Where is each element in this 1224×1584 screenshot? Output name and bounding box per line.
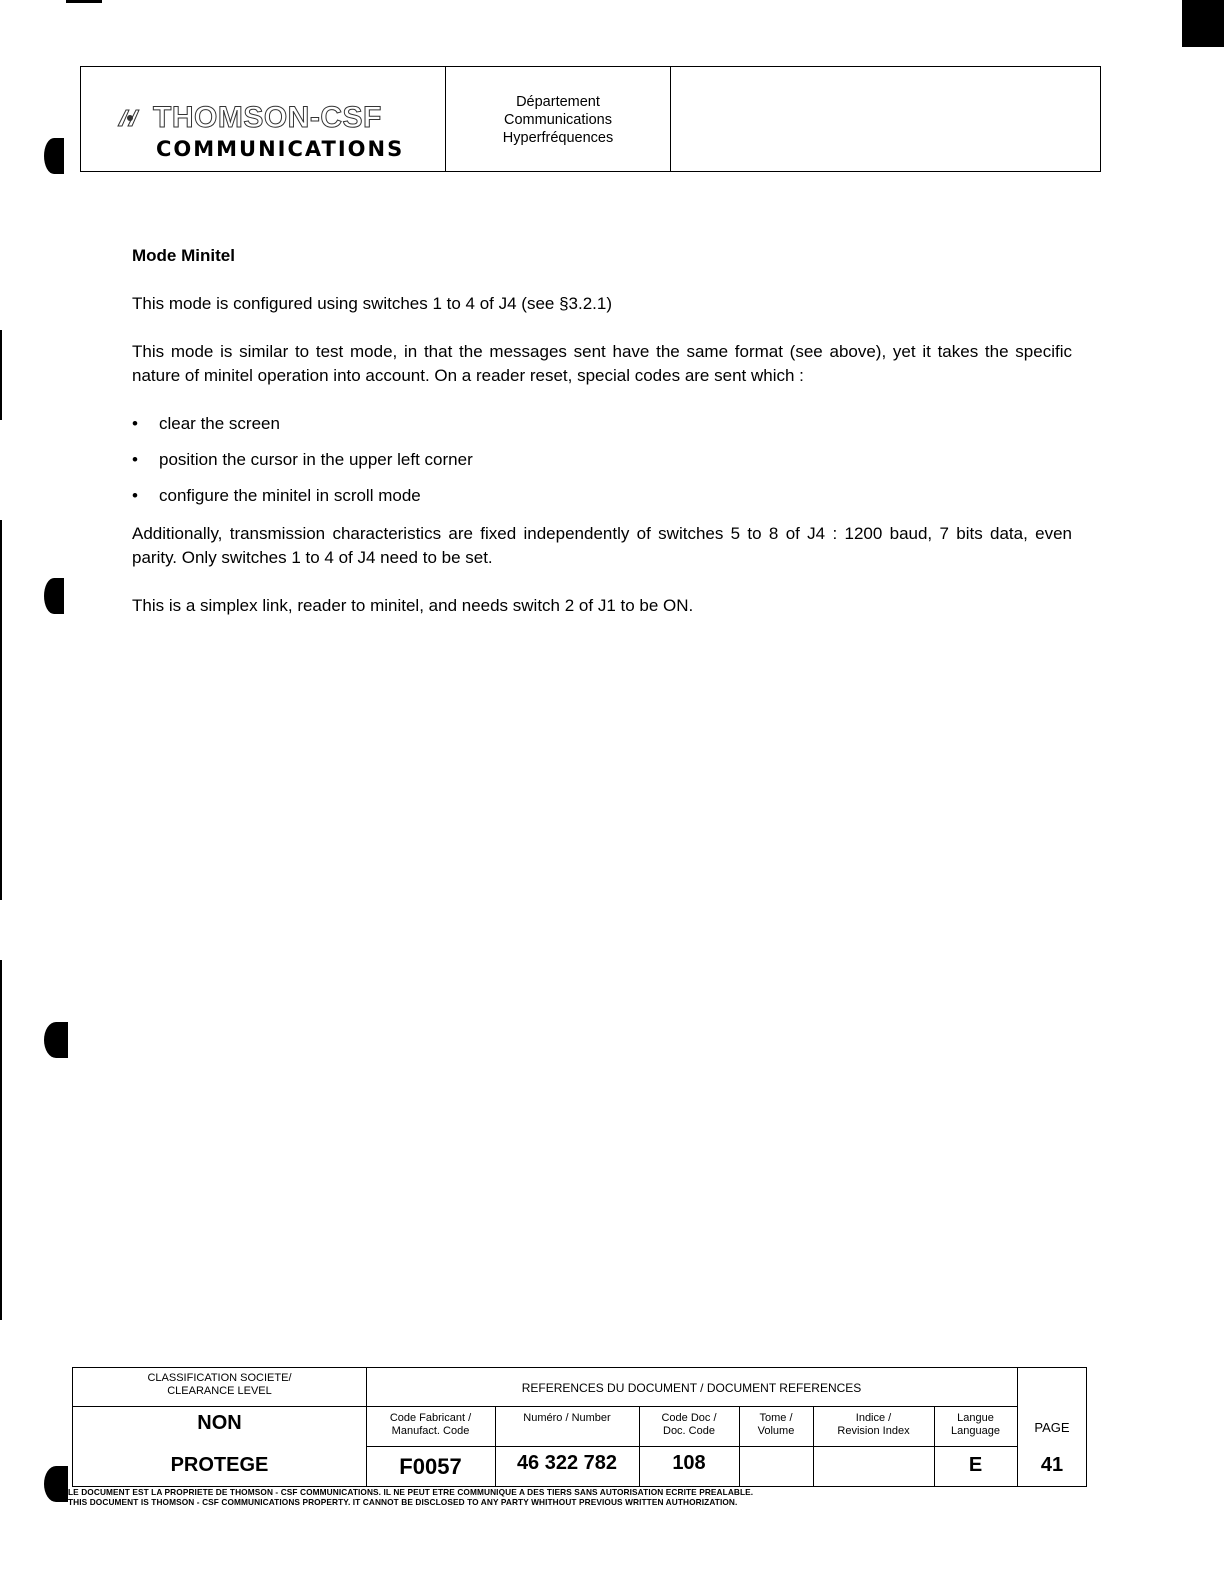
list-item: • configure the minitel in scroll mode bbox=[132, 486, 421, 505]
classification-value-protege: PROTEGE bbox=[170, 1454, 269, 1476]
page-number: 41 bbox=[1040, 1454, 1064, 1476]
punch-hole-mark bbox=[44, 1466, 68, 1502]
scan-left-edge bbox=[0, 960, 2, 1320]
classification-value-non: NON bbox=[197, 1412, 242, 1434]
bullet-list bbox=[132, 412, 1072, 508]
department-line-1: Département bbox=[516, 94, 600, 110]
doc-code-value: 108 bbox=[672, 1452, 706, 1474]
number-label: Numéro / Number bbox=[523, 1412, 611, 1424]
scan-edge-mark-top-left bbox=[66, 0, 102, 3]
scan-left-edge bbox=[0, 330, 2, 420]
header-empty-box bbox=[671, 67, 1100, 171]
department-box bbox=[446, 67, 671, 171]
number-value: 46 322 782 bbox=[516, 1452, 618, 1474]
list-item: • position the cursor in the upper left corner bbox=[132, 450, 473, 469]
document-footer-table bbox=[72, 1367, 1087, 1487]
scan-edge-mark-top-right bbox=[1182, 0, 1224, 47]
document-body bbox=[132, 244, 1072, 642]
doc-code-label: Code Doc / Doc. Code bbox=[661, 1412, 717, 1437]
department-line-2: Communications bbox=[504, 112, 612, 128]
punch-hole-mark bbox=[44, 578, 64, 614]
legal-notice-en: THIS DOCUMENT IS THOMSON - CSF COMMUNICATIONS PROPERTY. IT CANNOT BE DISCLOSED TO ANY PARTY WHITHOUT PREVIOUS WRITTEN AUTHORIZATION. bbox=[68, 1497, 738, 1507]
document-header bbox=[80, 66, 1101, 172]
section-title: Mode Minitel bbox=[132, 246, 235, 265]
language-value: E bbox=[968, 1454, 983, 1476]
logo-sub-text: COMMUNICATIONS bbox=[156, 137, 405, 161]
department-line-3: Hyperfréquences bbox=[502, 130, 614, 146]
language-label: Langue Language bbox=[951, 1412, 1000, 1437]
thomson-logo-icon bbox=[115, 106, 145, 130]
legal-notice-fr: LE DOCUMENT EST LA PROPRIETE DE THOMSON - CSF COMMUNICATIONS. IL NE PEUT ETRE COMMUNIQUE A DES TIERS SANS AUTORISATION ECRITE PREALABLE. bbox=[68, 1487, 754, 1497]
volume-label: Tome / Volume bbox=[757, 1412, 795, 1437]
simplex-paragraph: This is a simplex link, reader to minitel, and needs switch 2 of J1 to be ON. bbox=[132, 596, 694, 615]
classification-label: CLASSIFICATION SOCIETE/ CLEARANCE LEVEL bbox=[147, 1372, 292, 1397]
logo-main-text: THOMSON-CSF bbox=[153, 101, 382, 134]
additional-paragraph: Additionally, transmission characteristics are fixed independently of switches 5 to 8 of J4 : 1200 baud, 7 bits data, even parity. Only switches 1 to 4 of J4 need to be set. bbox=[132, 524, 1072, 567]
punch-hole-mark bbox=[44, 1022, 68, 1058]
list-item-text: clear the screen bbox=[159, 414, 280, 433]
list-item-text: position the cursor in the upper left corner bbox=[159, 450, 473, 469]
punch-hole-mark bbox=[44, 138, 64, 174]
description-paragraph: This mode is similar to test mode, in that the messages sent have the same format (see above), yet it takes the specific nature of minitel operation into account. On a reader reset, special codes are sent which : bbox=[132, 342, 1072, 385]
company-logo bbox=[81, 67, 446, 171]
legal-notice bbox=[68, 1487, 753, 1507]
list-item-text: configure the minitel in scroll mode bbox=[159, 486, 421, 505]
page-label: PAGE bbox=[1034, 1420, 1070, 1435]
intro-paragraph: This mode is configured using switches 1 to 4 of J4 (see §3.2.1) bbox=[132, 294, 613, 313]
revision-index-label: Indice / Revision Index bbox=[837, 1412, 910, 1437]
scan-left-edge bbox=[0, 520, 2, 900]
manufact-code-label: Code Fabricant / Manufact. Code bbox=[389, 1412, 472, 1437]
references-title: REFERENCES DU DOCUMENT / DOCUMENT REFERENCES bbox=[521, 1381, 862, 1395]
logo-wordmark bbox=[115, 101, 382, 135]
manufact-code-value: F0057 bbox=[399, 1454, 462, 1479]
list-item: • clear the screen bbox=[132, 414, 280, 433]
